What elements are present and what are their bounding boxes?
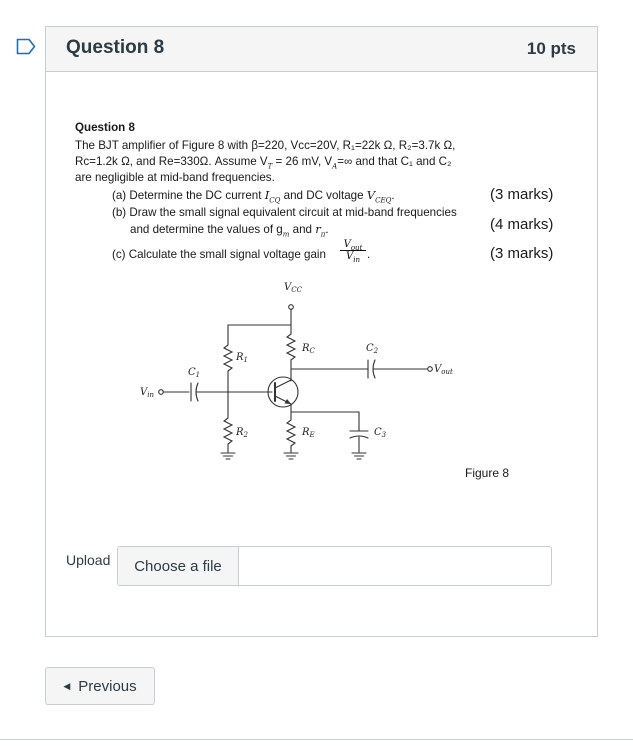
part-a-marks: (3 marks) — [490, 186, 554, 203]
intro-line-3: are negligible at mid-band frequencies. — [75, 171, 275, 184]
part-b-marks: (4 marks) — [490, 216, 554, 233]
content-heading: Question 8 — [75, 121, 135, 134]
previous-button[interactable] — [45, 667, 155, 705]
upload-label: Upload — [66, 552, 111, 568]
circuit-diagram — [130, 275, 453, 475]
caret-left-icon: ◀ — [63, 680, 71, 691]
intro-line-1: The BJT amplifier of Figure 8 with β=220, Vcc=20V, R₁=22k Ω, R₂=3.7k Ω, — [75, 139, 456, 152]
label-c1: $C_1$ — [188, 367, 201, 379]
gain-fraction: $V_{out}$ $V_{in}$ — [340, 239, 366, 263]
part-c-period: . — [367, 248, 371, 261]
part-b-line-1: (b) Draw the small signal equivalent circuit at mid-band frequencies — [112, 206, 457, 219]
question-title: Question 8 — [66, 37, 165, 58]
label-r1: $R_1$ — [236, 352, 248, 364]
part-a-text: (a) Determine the DC current $I_{CQ}$ and DC voltage $V_{CEQ}$. — [112, 188, 395, 205]
part-c-marks: (3 marks) — [490, 245, 554, 262]
label-c2: $C_2$ — [366, 343, 379, 355]
label-rc: $R_C$ — [302, 343, 315, 355]
choose-file-button[interactable]: Choose a file — [118, 547, 239, 585]
label-re: $R_E$ — [302, 427, 315, 439]
label-vin: $V_{in}$ — [140, 387, 154, 399]
part-c-text: (c) Calculate the small signal voltage gain — [112, 248, 326, 261]
previous-label: Previous — [78, 677, 137, 695]
file-upload-field[interactable] — [117, 546, 552, 586]
figure-caption: Figure 8 — [465, 466, 510, 480]
label-vcc: $V_{CC}$ — [284, 282, 302, 294]
question-points: 10 pts — [526, 39, 576, 58]
intro-line-2: Rc=1.2k Ω, and Re=330Ω. Assume $V_T = 26$ mV, $V_A=\infty$ and that C₁ and C₂ — [75, 155, 452, 171]
label-r2: $R_2$ — [236, 427, 248, 439]
label-c3: $C_3$ — [374, 427, 387, 439]
bottom-divider — [0, 739, 633, 740]
label-vout: $V_{out}$ — [434, 364, 453, 376]
part-b-line-2: and determine the values of $g_m$ and $r_\pi$. — [130, 222, 329, 239]
